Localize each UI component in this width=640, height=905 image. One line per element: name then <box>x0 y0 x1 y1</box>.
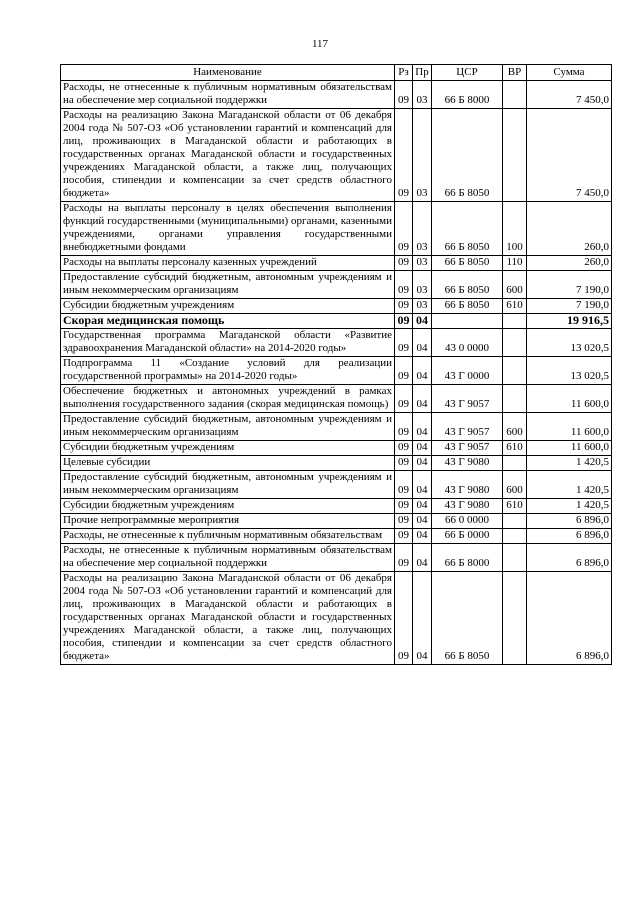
cell-name: Государственная программа Магаданской области «Развитие здравоохранения Магаданской области» на 2014-2020 годы» <box>61 329 395 357</box>
table-row <box>61 314 612 329</box>
header-rz: Рз <box>395 65 413 81</box>
cell-vr: 600 <box>503 471 527 499</box>
cell-pr: 04 <box>413 572 432 665</box>
cell-vr: 610 <box>503 499 527 514</box>
cell-rz: 09 <box>395 572 413 665</box>
cell-pr: 04 <box>413 357 432 385</box>
cell-vr: 600 <box>503 271 527 299</box>
cell-rz: 09 <box>395 385 413 413</box>
cell-pr: 04 <box>413 441 432 456</box>
cell-csr: 43 Г 9080 <box>432 499 503 514</box>
cell-pr: 03 <box>413 299 432 314</box>
cell-sum: 7 190,0 <box>527 271 612 299</box>
cell-sum: 7 450,0 <box>527 81 612 109</box>
cell-vr <box>503 314 527 329</box>
header-csr: ЦСР <box>432 65 503 81</box>
table-row <box>61 456 612 471</box>
cell-vr <box>503 329 527 357</box>
table-row <box>61 385 612 413</box>
cell-name: Расходы, не отнесенные к публичным нормативным обязательствам <box>61 529 395 544</box>
cell-pr: 04 <box>413 314 432 329</box>
cell-sum: 6 896,0 <box>527 544 612 572</box>
cell-pr: 03 <box>413 271 432 299</box>
cell-vr <box>503 109 527 202</box>
cell-csr: 43 Г 0000 <box>432 357 503 385</box>
cell-csr: 43 Г 9080 <box>432 456 503 471</box>
cell-rz: 09 <box>395 329 413 357</box>
cell-sum: 19 916,5 <box>527 314 612 329</box>
cell-rz: 09 <box>395 271 413 299</box>
table-row <box>61 202 612 256</box>
cell-csr: 66 Б 8050 <box>432 572 503 665</box>
table-row <box>61 109 612 202</box>
cell-csr: 66 Б 8000 <box>432 81 503 109</box>
table-row <box>61 499 612 514</box>
table-row <box>61 514 612 529</box>
cell-name: Расходы, не отнесенные к публичным нормативным обязательствам на обеспечение мер социальной поддержки <box>61 544 395 572</box>
cell-name: Расходы на выплаты персоналу в целях обеспечения выполнения функций государственными (муниципальными) органами, казенными учреждениями, органами управления государственными внебюджетными фондами <box>61 202 395 256</box>
cell-name: Расходы на реализацию Закона Магаданской области от 06 декабря 2004 года № 507-ОЗ «Об установлении гарантий и компенсаций для лиц, проживающих в Магаданской области и работающих в государственных органах Магаданской области и государственных учреждениях Магаданской области, а также лиц, получающих пособия, стипендии и компенсации за счет средств областного бюджета» <box>61 109 395 202</box>
cell-pr: 03 <box>413 81 432 109</box>
cell-csr <box>432 314 503 329</box>
cell-sum: 260,0 <box>527 202 612 256</box>
cell-vr <box>503 81 527 109</box>
cell-name: Расходы, не отнесенные к публичным нормативным обязательствам на обеспечение мер социальной поддержки <box>61 81 395 109</box>
cell-rz: 09 <box>395 514 413 529</box>
cell-name: Субсидии бюджетным учреждениям <box>61 499 395 514</box>
cell-name: Расходы на реализацию Закона Магаданской области от 06 декабря 2004 года № 507-ОЗ «Об установлении гарантий и компенсаций для лиц, проживающих в Магаданской области и работающих в государственных органах Магаданской области и государственных учреждениях Магаданской области, а также лиц, получающих пособия, стипендии и компенсации за счет средств областного бюджета» <box>61 572 395 665</box>
table-header-row <box>61 65 612 81</box>
cell-csr: 66 Б 8050 <box>432 109 503 202</box>
cell-name: Расходы на выплаты персоналу казенных учреждений <box>61 256 395 271</box>
cell-sum: 11 600,0 <box>527 385 612 413</box>
cell-rz: 09 <box>395 471 413 499</box>
table-row <box>61 544 612 572</box>
cell-pr: 04 <box>413 456 432 471</box>
cell-csr: 43 Г 9057 <box>432 385 503 413</box>
cell-name: Субсидии бюджетным учреждениям <box>61 441 395 456</box>
cell-rz: 09 <box>395 299 413 314</box>
cell-name: Прочие непрограммные мероприятия <box>61 514 395 529</box>
cell-csr: 66 Б 8050 <box>432 256 503 271</box>
cell-vr: 600 <box>503 413 527 441</box>
cell-vr <box>503 544 527 572</box>
table-row <box>61 529 612 544</box>
cell-rz: 09 <box>395 202 413 256</box>
cell-vr: 100 <box>503 202 527 256</box>
cell-pr: 03 <box>413 109 432 202</box>
table-row <box>61 256 612 271</box>
cell-name: Предоставление субсидий бюджетным, автономным учреждениям и иным некоммерческим организациям <box>61 413 395 441</box>
cell-pr: 04 <box>413 544 432 572</box>
cell-csr: 66 Б 8050 <box>432 299 503 314</box>
cell-vr <box>503 529 527 544</box>
cell-csr: 43 Г 9057 <box>432 413 503 441</box>
cell-rz: 09 <box>395 81 413 109</box>
cell-csr: 43 Г 9057 <box>432 441 503 456</box>
cell-vr <box>503 456 527 471</box>
cell-pr: 03 <box>413 202 432 256</box>
cell-rz: 09 <box>395 413 413 441</box>
header-pr: Пр <box>413 65 432 81</box>
table-row <box>61 299 612 314</box>
cell-name: Подпрограмма 11 «Создание условий для реализации государственной программы» на 2014-2020 годы» <box>61 357 395 385</box>
cell-pr: 04 <box>413 499 432 514</box>
table-row <box>61 81 612 109</box>
table-row <box>61 271 612 299</box>
header-name: Наименование <box>61 65 395 81</box>
cell-rz: 09 <box>395 441 413 456</box>
cell-name: Целевые субсидии <box>61 456 395 471</box>
table-row <box>61 572 612 665</box>
cell-csr: 43 Г 9080 <box>432 471 503 499</box>
cell-name: Обеспечение бюджетных и автономных учреждений в рамках выполнения государственного задания (скорая медицинская помощь) <box>61 385 395 413</box>
cell-name: Предоставление субсидий бюджетным, автономным учреждениям и иным некоммерческим организациям <box>61 471 395 499</box>
cell-sum: 13 020,5 <box>527 329 612 357</box>
header-vr: ВР <box>503 65 527 81</box>
cell-pr: 04 <box>413 529 432 544</box>
cell-rz: 09 <box>395 529 413 544</box>
cell-csr: 66 Б 8050 <box>432 202 503 256</box>
cell-csr: 43 0 0000 <box>432 329 503 357</box>
cell-sum: 260,0 <box>527 256 612 271</box>
cell-rz: 09 <box>395 109 413 202</box>
cell-sum: 6 896,0 <box>527 514 612 529</box>
cell-pr: 04 <box>413 385 432 413</box>
cell-sum: 13 020,5 <box>527 357 612 385</box>
cell-vr <box>503 357 527 385</box>
cell-sum: 6 896,0 <box>527 572 612 665</box>
table-row <box>61 413 612 441</box>
cell-csr: 66 Б 8050 <box>432 271 503 299</box>
cell-sum: 6 896,0 <box>527 529 612 544</box>
cell-rz: 09 <box>395 544 413 572</box>
cell-vr: 110 <box>503 256 527 271</box>
cell-name: Скорая медицинская помощь <box>61 314 395 329</box>
cell-sum: 11 600,0 <box>527 441 612 456</box>
cell-rz: 09 <box>395 499 413 514</box>
cell-pr: 04 <box>413 413 432 441</box>
cell-rz: 09 <box>395 456 413 471</box>
cell-vr: 610 <box>503 441 527 456</box>
cell-sum: 7 190,0 <box>527 299 612 314</box>
cell-pr: 03 <box>413 256 432 271</box>
cell-sum: 1 420,5 <box>527 471 612 499</box>
cell-sum: 7 450,0 <box>527 109 612 202</box>
table-row <box>61 357 612 385</box>
cell-name: Субсидии бюджетным учреждениям <box>61 299 395 314</box>
budget-table <box>60 64 612 665</box>
cell-vr <box>503 385 527 413</box>
cell-pr: 04 <box>413 329 432 357</box>
table-row <box>61 471 612 499</box>
cell-csr: 66 Б 0000 <box>432 529 503 544</box>
cell-csr: 66 0 0000 <box>432 514 503 529</box>
cell-sum: 1 420,5 <box>527 499 612 514</box>
table-row <box>61 441 612 456</box>
page-number: 117 <box>311 38 329 50</box>
cell-sum: 1 420,5 <box>527 456 612 471</box>
cell-rz: 09 <box>395 256 413 271</box>
cell-csr: 66 Б 8000 <box>432 544 503 572</box>
cell-vr <box>503 514 527 529</box>
cell-pr: 04 <box>413 471 432 499</box>
cell-sum: 11 600,0 <box>527 413 612 441</box>
cell-rz: 09 <box>395 314 413 329</box>
cell-vr: 610 <box>503 299 527 314</box>
table-row <box>61 329 612 357</box>
cell-pr: 04 <box>413 514 432 529</box>
cell-rz: 09 <box>395 357 413 385</box>
header-sum: Сумма <box>527 65 612 81</box>
cell-vr <box>503 572 527 665</box>
cell-name: Предоставление субсидий бюджетным, автономным учреждениям и иным некоммерческим организациям <box>61 271 395 299</box>
